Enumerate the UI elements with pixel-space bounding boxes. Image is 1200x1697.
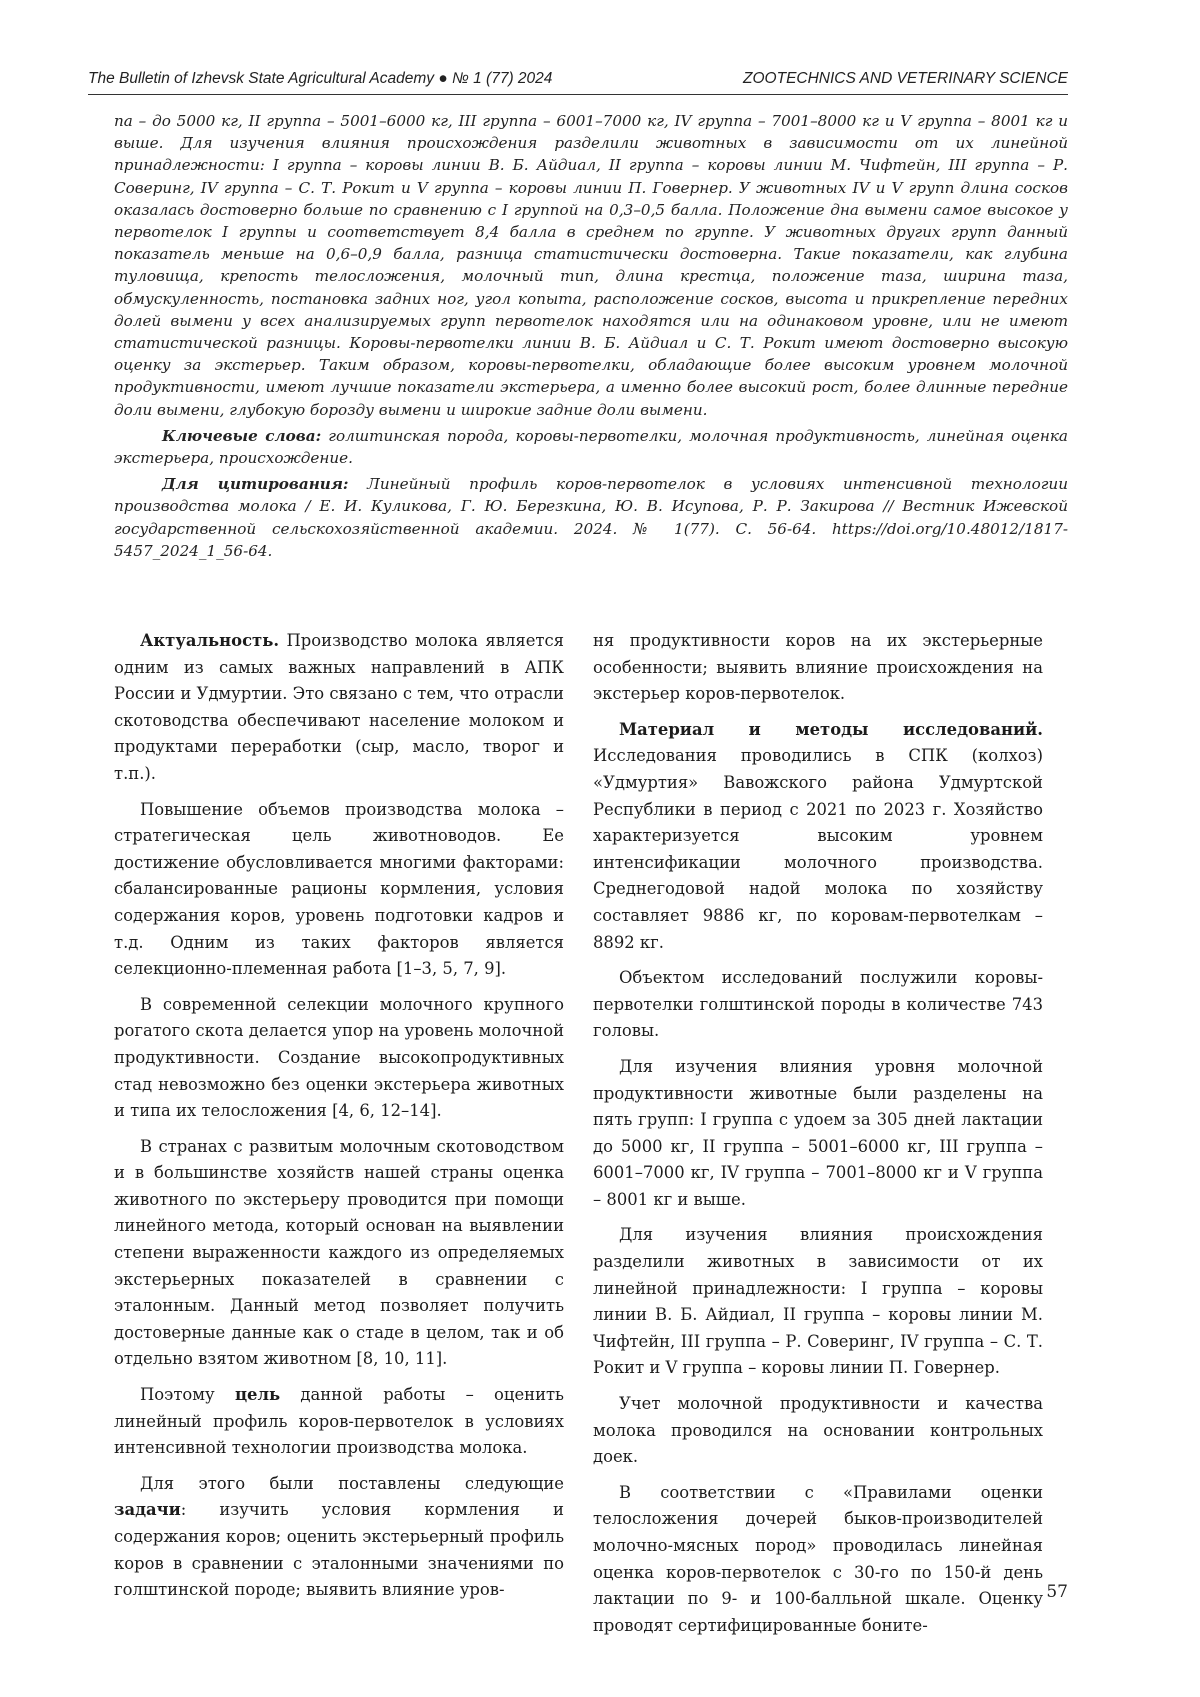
abstract-text: па – до 5000 кг, II группа – 5001–6000 кг, III группа – 6001–7000 кг, IV группа – 7001–8000 кг и V группа – 8001 кг и выше. Для изучения влияния происхождения разделили животных в зависимости от их линейной принадлежности: I группа – коровы линии В. Б. Айдиал, II группа – коровы линии М. Чифтейн, III группа – Р. Соверинг, IV группа – С. Т. Рокит и V группа – коровы линии П. Говернер. У животных IV и V групп длина сосков оказалась достоверно больше по сравнению с I группой на 0,3–0,5 балла. Положение дна вымени самое высокое у первотелок I группы и соответствует 8,4 балла в среднем по группе. У животных других групп данный показатель меньше на 0,6–0,9 балла, разница статистически достоверна. Такие показатели, как глубина туловища, крепость телосложения, молочный тип, длина крестца, положение таза, ширина таза, обмускуленность, постановка задних ног, угол копыта, расположение сосков, высота и прикрепление передних долей вымени у всех анализируемых групп первотелок находятся или на одинаковом уровне, или не имеют статистической разницы. Коровы-первотелки линии В. Б. Айдиал и С. Т. Рокит имеют достоверно высокую оценку за экстерьер. Таким образом, коровы-первотелки, обладающие более высоким уровнем молочной продуктивности, имеют лучшие показатели экстерьера, а именно более высокий рост, более длинные передние доли вымени, глубокую борозду вымени и широкие задние доли вымени. bbox=[114, 112, 1068, 419]
paragraph-text: Для этого были поставлены следующие bbox=[140, 1473, 564, 1493]
abstract-block bbox=[114, 110, 1068, 566]
left-column bbox=[114, 628, 564, 1613]
paragraph bbox=[593, 717, 1043, 956]
running-header bbox=[88, 70, 1068, 95]
section-heading: Материал и методы исследований. bbox=[619, 719, 1043, 739]
paragraph: Для изучения влияния происхождения разделили животных в зависимости от их линейной принадлежности: I группа – коровы линии В. Б. Айдиал, II группа – коровы линии М. Чифтейн, III группа – Р. Соверинг, IV группа – С. Т. Рокит и V группа – коровы линии П. Говернер. bbox=[593, 1225, 1043, 1378]
paragraph-text: : изучить условия кормления и содержания коров; оценить экстерьерный профиль коров в сравнении с эталонными значениями по голштинской породе; выявить влияние уров- bbox=[114, 1500, 564, 1600]
paragraph-text: Поэтому bbox=[140, 1385, 235, 1405]
paragraph-text: Исследования проводились в СПК (колхоз) «Удмуртия» Вавожского района Удмуртской Республики в период с 2021 по 2023 г. Хозяйство характеризуется высоким уровнем интенсификации молочного производства. Среднегодовой надой молока по хозяйству составляет 9886 кг, по коровам-первотелкам – 8892 кг. bbox=[593, 746, 1043, 952]
journal-title: The Bulletin of Izhevsk State Agricultural Academy ● № 1 (77) 2024 bbox=[88, 70, 553, 87]
paragraph: Повышение объемов производства молока – стратегическая цель животноводов. Ее достижение обусловливается многими факторами: сбалансированные рационы кормления, условия содержания коров, уровень подготовки кадров и т.д. Одним из таких факторов является селекционно-племенная работа [1–3, 5, 7, 9]. bbox=[114, 799, 564, 979]
emphasis: задачи bbox=[114, 1500, 181, 1520]
emphasis: цель bbox=[234, 1385, 281, 1405]
paragraph: Объектом исследований послужили коровы-первотелки голштинской породы в количестве 743 головы. bbox=[593, 968, 1043, 1041]
paragraph: Учет молочной продуктивности и качества молока проводился на основании контрольных доек. bbox=[593, 1394, 1043, 1467]
paragraph bbox=[114, 1471, 564, 1604]
page-number: 57 bbox=[1046, 1582, 1068, 1602]
paragraph: Для изучения влияния уровня молочной продуктивности животные были разделены на пять групп: I группа с удоем за 305 дней лактации до 5000 кг, II группа – 5001–6000 кг, III группа – 6001–7000 кг, IV группа – 7001–8000 кг и V группа – 8001 кг и выше. bbox=[593, 1056, 1043, 1209]
paragraph: ня продуктивности коров на их экстерьерные особенности; выявить влияние происхождения на экстерьер коров-первотелок. bbox=[593, 631, 1043, 704]
paragraph bbox=[114, 1382, 564, 1462]
paragraph: В соответствии с «Правилами оценки телосложения дочерей быков-производителей молочно-мясных пород» проводилась линейная оценка коров-первотелок с 30-го по 150-й день лактации по 9- и 100-балльной шкале. Оценку проводят сертифицированные боните- bbox=[593, 1482, 1043, 1635]
right-column bbox=[593, 628, 1043, 1648]
paragraph: В странах с развитым молочным скотоводством и в большинстве хозяйств нашей страны оценка животного по экстерьеру проводится при помощи линейного метода, который основан на выявлении степени выраженности каждого из определяемых экстерьерных показателей в сравнении с эталонным. Данный метод позволяет получить достоверные данные как о стаде в целом, так и об отдельно взятом животном [8, 10, 11]. bbox=[114, 1136, 564, 1369]
section-title: ZOOTECHNICS AND VETERINARY SCIENCE bbox=[743, 70, 1068, 87]
citation bbox=[114, 473, 1068, 562]
paragraph-text: Производство молока является одним из самых важных направлений в АПК России и Удмуртии. Это связано с тем, что отрасли скотоводства обеспечивают население молоком и продуктами переработки (сыр, масло, творог и т.п.). bbox=[114, 631, 564, 783]
keywords-label: Ключевые слова: bbox=[162, 426, 322, 445]
section-heading: Актуальность. bbox=[140, 631, 280, 650]
paragraph-text: данной работы – оценить линейный профиль коров-первотелок в условиях интенсивной технологии производства молока. bbox=[114, 1385, 564, 1458]
paragraph: В современной селекции молочного крупного рогатого скота делается упор на уровень молочной продуктивности. Создание высокопродуктивных стад невозможно без оценки экстерьера животных и типа их телосложения [4, 6, 12–14]. bbox=[114, 994, 564, 1121]
paragraph bbox=[114, 628, 564, 788]
keywords bbox=[114, 425, 1068, 469]
citation-label: Для цитирования: bbox=[162, 475, 349, 494]
citation-text: Линейный профиль коров-первотелок в условиях интенсивной технологии производства молока / Е. И. Куликова, Г. Ю. Березкина, Ю. В. Исупова, Р. Р. Закирова // Вестник Ижевской государственной сельскохозяйственной академии. 2024. № 1(77). С. 56-64. https://doi.org/10.48012/1817-5457_2024_1_56-64. bbox=[114, 475, 1068, 560]
keywords-text: голштинская порода, коровы-первотелки, молочная продуктивность, линейная оценка экстерьера, происхождение. bbox=[114, 426, 1068, 468]
